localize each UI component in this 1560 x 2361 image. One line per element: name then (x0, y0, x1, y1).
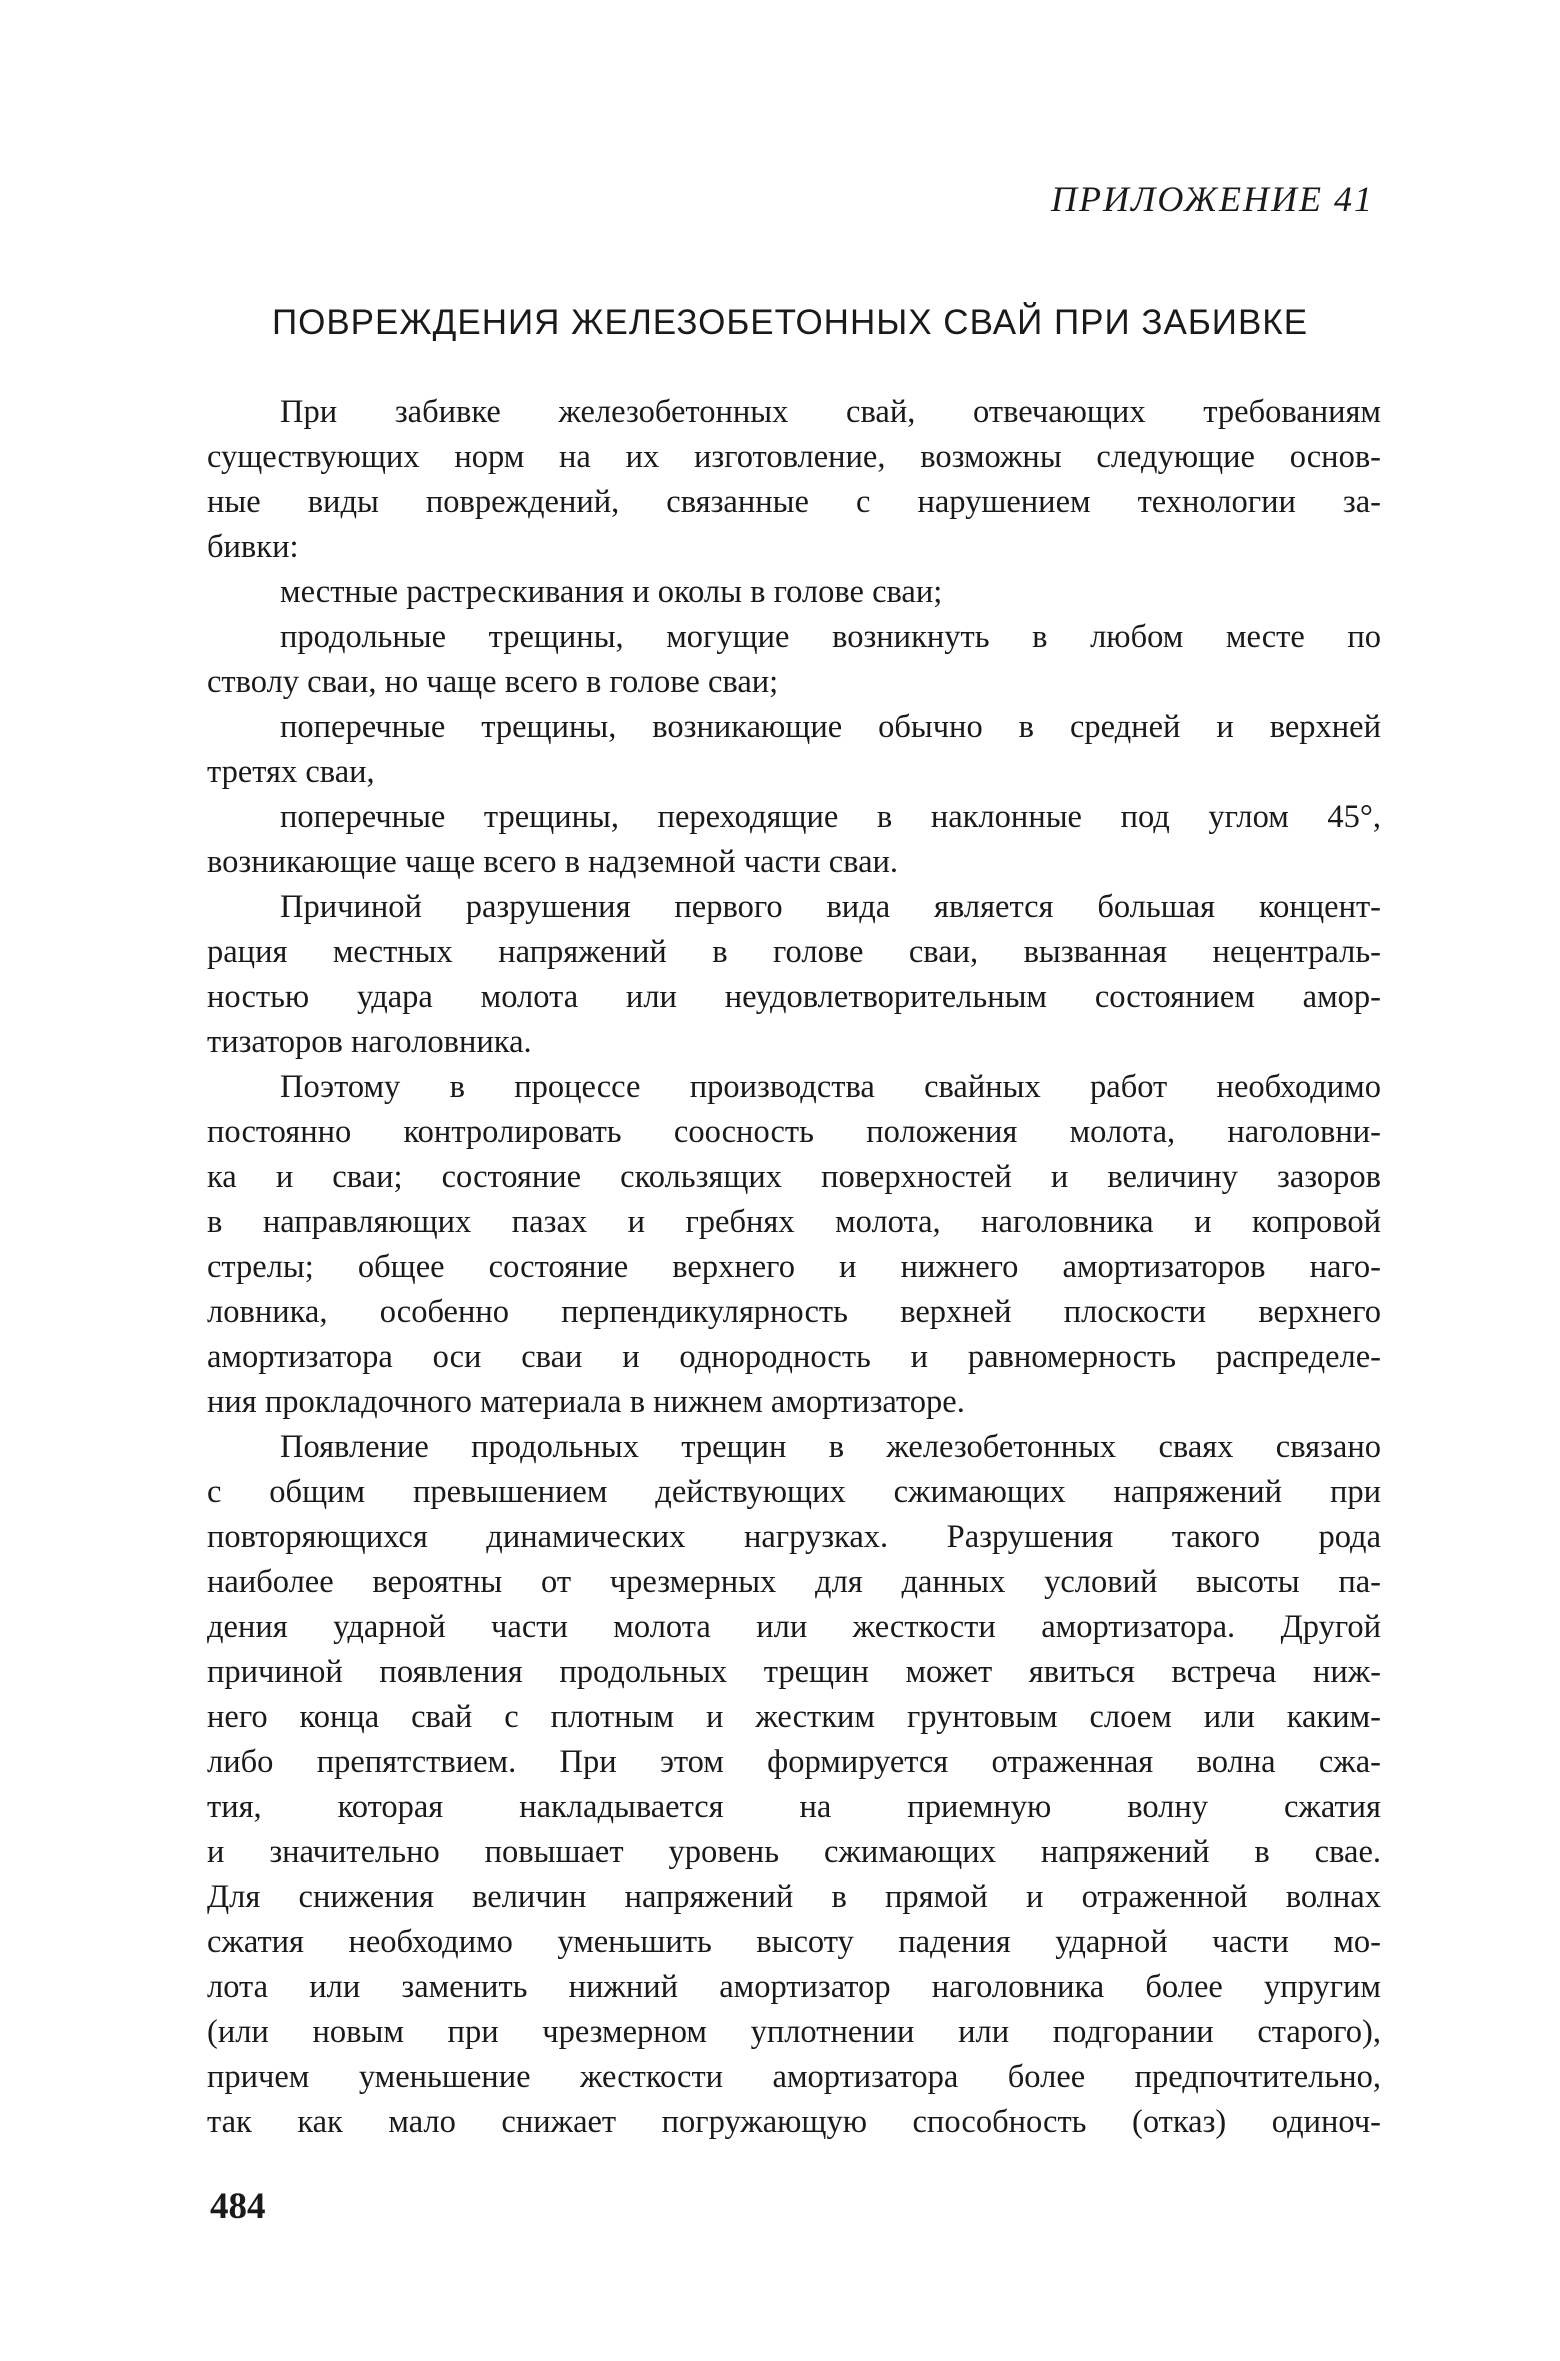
text-line: стрелы; общее состояние верхнего и нижнего амортизаторов наго- (207, 1249, 1381, 1285)
page-title: ПОВРЕЖДЕНИЯ ЖЕЛЕЗОБЕТОННЫХ СВАЙ ПРИ ЗАБИВКЕ (271, 303, 1309, 342)
text-line: ка и сваи; состояние скользящих поверхностей и величину зазоров (207, 1159, 1381, 1195)
text-line: рация местных напряжений в голове сваи, вызванная нецентраль- (207, 934, 1381, 970)
body-text (207, 390, 1381, 2145)
text-line: стволу сваи, но чаще всего в голове сваи; (207, 664, 779, 700)
text-line: лота или заменить нижний амортизатор наголовника более упругим (207, 1969, 1381, 2005)
text-line: амортизатора оси сваи и однородность и равномерность распределе- (207, 1339, 1381, 1375)
text-line: причиной появления продольных трещин может явиться встреча ниж- (207, 1654, 1381, 1690)
text-line: Причиной разрушения первого вида является большая концент- (280, 889, 1381, 925)
text-line: причем уменьшение жесткости амортизатора более предпочтительно, (207, 2059, 1381, 2095)
text-line: (или новым при чрезмерном уплотнении или подгорании старого), (207, 2014, 1381, 2050)
text-line: продольные трещины, могущие возникнуть в любом месте по (280, 619, 1381, 655)
text-line: Появление продольных трещин в железобетонных сваях связано (280, 1429, 1381, 1465)
text-line: тизаторов наголовника. (207, 1024, 532, 1060)
text-line: При забивке железобетонных свай, отвечающих требованиям (280, 394, 1381, 430)
text-line: ные виды повреждений, связанные с нарушением технологии за- (207, 484, 1381, 520)
text-line: ловника, особенно перпендикулярность верхней плоскости верхнего (207, 1294, 1381, 1330)
text-line: поперечные трещины, возникающие обычно в средней и верхней (280, 709, 1381, 745)
text-line: либо препятствием. При этом формируется отраженная волна сжа- (207, 1744, 1381, 1780)
text-line: третях сваи, (207, 754, 375, 790)
text-line: дения ударной части молота или жесткости амортизатора. Другой (207, 1609, 1381, 1645)
text-line: с общим превышением действующих сжимающих напряжений при (207, 1474, 1381, 1510)
text-line: Поэтому в процессе производства свайных работ необходимо (280, 1069, 1381, 1105)
text-line: так как мало снижает погружающую способность (отказ) одиноч- (207, 2104, 1381, 2140)
text-line: повторяющихся динамических нагрузках. Разрушения такого рода (207, 1519, 1381, 1555)
text-line: ностью удара молота или неудовлетворительным состоянием амор- (207, 979, 1381, 1015)
page-number: 484 (210, 2186, 266, 2227)
text-line: Для снижения величин напряжений в прямой и отраженной волнах (207, 1879, 1381, 1915)
text-line: и значительно повышает уровень сжимающих напряжений в свае. (207, 1834, 1381, 1870)
text-line: постоянно контролировать соосность положения молота, наголовни- (207, 1114, 1381, 1150)
text-line: поперечные трещины, переходящие в наклонные под углом 45°, (280, 799, 1381, 835)
text-line: местные растрескивания и околы в голове сваи; (280, 574, 943, 610)
text-line: возникающие чаще всего в надземной части сваи. (207, 844, 899, 880)
text-line: существующих норм на их изготовление, возможны следующие основ- (207, 439, 1381, 475)
text-line: ния прокладочного материала в нижнем амортизаторе. (207, 1384, 965, 1420)
text-line: сжатия необходимо уменьшить высоту падения ударной части мо- (207, 1924, 1381, 1960)
text-line: него конца свай с плотным и жестким грунтовым слоем или каким- (207, 1699, 1381, 1735)
text-line: наиболее вероятны от чрезмерных для данных условий высоты па- (207, 1564, 1381, 1600)
text-line: бивки: (207, 529, 299, 565)
text-line: в направляющих пазах и гребнях молота, наголовника и копровой (207, 1204, 1381, 1240)
appendix-label: ПРИЛОЖЕНИЕ 41 (1051, 179, 1374, 219)
text-line: тия, которая накладывается на приемную волну сжатия (207, 1789, 1381, 1825)
